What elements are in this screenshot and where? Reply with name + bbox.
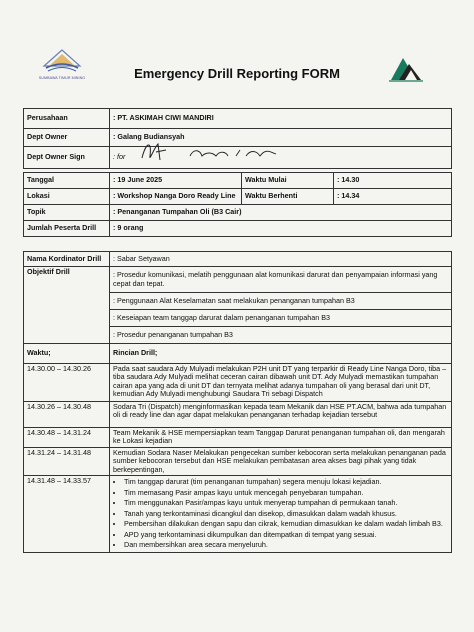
timeline-text: Sodara Tri (Dispatch) menginformasikan kepada team Mekanik dan HSE PT.ACM, bahwa ada tumpahan oli di ready line dan agar dapat melakukan penanganan terhadap kejadian tersebut (110, 402, 452, 428)
objective-item: : Prosedur komunikasi, melatih penggunaan alat komunikasi darurat dan penyampaian informasi yang cepat dan tepat. (110, 267, 452, 293)
perusahaan-label: Perusahaan (24, 109, 110, 129)
topik-label: Topik (24, 205, 110, 221)
waktu-mulai-value: : 14.30 (334, 173, 452, 189)
brand-logo (385, 52, 425, 84)
coordinator-label: Nama Kordinator Drill (24, 252, 110, 267)
topik-value: : Penanganan Tumpahan Oli (B3 Cair) (110, 205, 452, 221)
mountain-logo-icon (385, 52, 425, 84)
timeline-bullet-list (113, 477, 448, 549)
sign-label: Dept Owner Sign (24, 147, 110, 169)
tanggal-value: : 19 June 2025 (110, 173, 242, 189)
list-item: • APD yang terkontaminasi dikumpulkan dan ditempatkan di tempat yang sesuai. (124, 530, 448, 539)
waktu-berhenti-label: Waktu Berhenti (242, 189, 334, 205)
waktu-berhenti-value: : 14.34 (334, 189, 452, 205)
tanggal-label: Tanggal (24, 173, 110, 189)
company-caption: SUMBAWA TIMUR MINING (38, 76, 86, 80)
perusahaan-value: : PT. ASKIMAH CIWI MANDIRI (110, 109, 452, 129)
sign-prefix: : for (113, 152, 126, 162)
drill-details-table (23, 251, 452, 553)
timeline-bullets-cell (110, 476, 452, 552)
timeline-text: Team Mekanik & HSE mempersiapkan team Tanggap Darurat penanganan tumpahan oli, dan mengarah ke Lokasi kejadian (110, 428, 452, 448)
peserta-value: : 9 orang (110, 221, 452, 237)
peserta-label: Jumlah Peserta Drill (24, 221, 110, 237)
objective-item: : Prosedur penanganan tumpahan B3 (110, 327, 452, 344)
waktu-mulai-label: Waktu Mulai (242, 173, 334, 189)
list-item: • Tim tanggap darurat (tim penanganan tumpahan) segera menuju lokasi kejadian. (124, 477, 448, 486)
lokasi-value: : Workshop Nanga Doro Ready Line (110, 189, 242, 205)
timeline-text: Kemudian Sodara Naser Melakukan pengecekan sumber kebocoran serta melakukan penanganan pada sumber kebocoran tersebut dan HSE melakukan pembatasan area akses bagi pihak yang tidak berkepentingan, (110, 448, 452, 476)
objective-item: : Keseiapan team tanggap darurat dalam penanganan tumpahan B3 (110, 310, 452, 327)
dept-owner-label: Dept Owner (24, 129, 110, 147)
dept-owner-value: : Galang Budiansyah (110, 129, 452, 147)
list-item: • Dan membersihkan area secara menyeluruh. (124, 540, 448, 549)
timeline-text: Pada saat saudara Ady Mulyadi melakukan P2H unit DT yang terparkir di Ready Line Nanga Doro, tiba – tiba saudara Ady Mulyadi melihat ceceran cairan dibawah unit DT. Ady Mulyadi memastikan tumpahan cairan apa yang ada di unit DT dan ternyata melihat adanya tumpahan oli yang berasal dari unit DT, kemudian Ady Mulyadi menghubungi Saudara Tri sebagi Dispatch (110, 364, 452, 402)
list-item: • Tim memasang Pasir ampas kayu untuk mencegah penyebaran tumpahan. (124, 488, 448, 497)
list-item: • Tim menggunakan Pasir/ampas kayu untuk menyerap tumpahan di permukaan tanah. (124, 498, 448, 507)
objective-item: : Penggunaan Alat Keselamatan saat melakukan penanganan tumpahan B3 (110, 293, 452, 310)
rincian-header: Rincian Drill; (110, 344, 452, 364)
drill-info-table (23, 172, 452, 237)
timeline-time: 14.31.48 – 14.33.57 (24, 476, 110, 552)
timeline-time: 14.30.48 – 14.31.24 (24, 428, 110, 448)
timeline-time: 14.31.24 – 14.31.48 (24, 448, 110, 476)
page-title: Emergency Drill Reporting FORM (134, 66, 340, 81)
list-item: • Pembersihan dilakukan dengan sapu dan cikrak, kemudian dimasukkan ke dalam wadah limbah B3. (124, 519, 448, 528)
list-item: • Tanah yang terkontaminasi dicangkul dan disekop, dimasukkan dalam wadah khusus. (124, 509, 448, 518)
handwritten-signature (120, 138, 310, 166)
objective-label: Objektif Drill (24, 267, 110, 344)
lokasi-label: Lokasi (24, 189, 110, 205)
timeline-time: 14.30.00 – 14.30.26 (24, 364, 110, 402)
timeline-time: 14.30.26 – 14.30.48 (24, 402, 110, 428)
coordinator-value: : Sabar Setyawan (110, 252, 452, 267)
waktu-header: Waktu; (24, 344, 110, 364)
